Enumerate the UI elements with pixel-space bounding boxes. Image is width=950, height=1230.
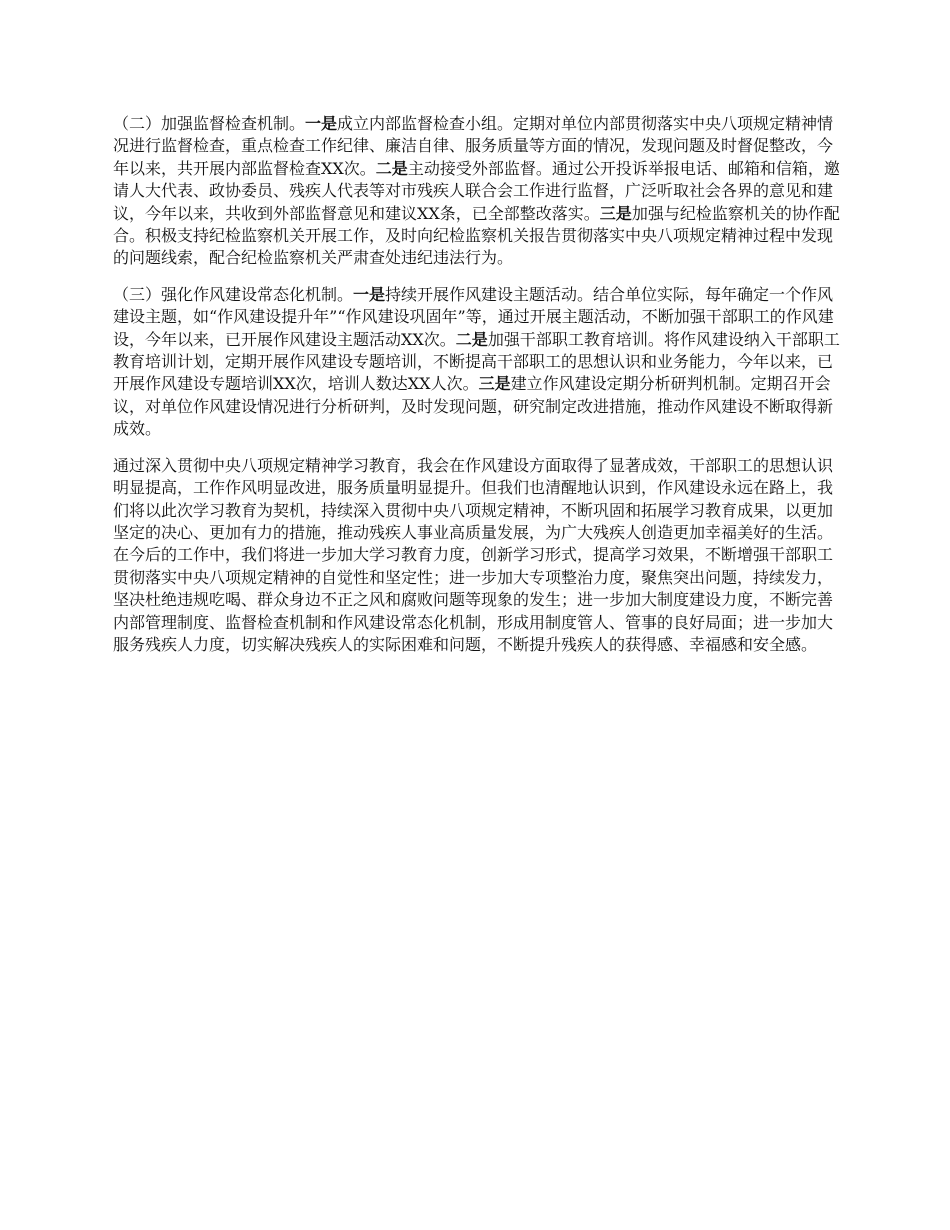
text-segment: （三）强化作风建设常态化机制。 (113, 284, 354, 304)
emphasis-text: 二是 (375, 158, 408, 178)
text-segment: （二）加强监督检查机制。 (113, 114, 306, 133)
emphasis-text: 一是 (305, 114, 338, 133)
document-page (113, 113, 845, 670)
text-segment: 主动接受外部监督。通过公开投诉举报电话、邮箱和信箱，邀请人大代表、政协委员、残疾人代表等对市残疾人联合会工作进行监督，广泛听取社会各界的意见和建议，今年以来，共收到外部监督意见和建议XX条，已全部整改落实。 (113, 158, 840, 223)
emphasis-text: 三是 (478, 374, 511, 394)
emphasis-text: 二是 (455, 329, 488, 349)
paragraph-supervision-mechanism (113, 113, 845, 270)
text-segment: 通过深入贯彻中央八项规定精神学习教育，我会在作风建设方面取得了显著成效，干部职工的思想认识明显提高，工作作风明显改进，服务质量明显提升。但我们也清醒地认识到，作风建设永远在路上，我们将以此次学习教育为契机，持续深入贯彻中央八项规定精神，不断巩固和拓展学习教育成果，以更加坚定的决心、更加有力的措施，推动残疾人事业高质量发展，为广大残疾人创造更加幸福美好的生活。在今后的工作中，我们将进一步加大学习教育力度，创新学习形式，提高学习效果，不断增强干部职工贯彻落实中央八项规定精神的自觉性和坚定性；进一步加大专项整治力度，聚焦突出问题，持续发力，坚决杜绝违规吃喝、群众身边不正之风和腐败问题等现象的发生；进一步加大制度建设力度，不断完善内部管理制度、监督检查机制和作风建设常态化机制，形成用制度管人、管事的良好局面；进一步加大服务残疾人力度，切实解决残疾人的实际困难和问题，不断提升残疾人的获得感、幸福感和安全感。 (113, 455, 834, 654)
text-segment: 成立内部监督检查小组。定期对单位内部贯彻落实中央八项规定精神情况进行监督检查，重点检查工作纪律、廉洁自律、服务质量等方面的情况，发现问题及时督促整改，今年以来，共开展内部监督检查XX次。 (113, 114, 834, 178)
text-segment: 加强干部职工教育培训。将作风建设纳入干部职工教育培训计划，定期开展作风建设专题培训，不断提高干部职工的思想认识和业务能力，今年以来，已开展作风建设专题培训XX次，培训人数达XX人次。 (113, 329, 840, 394)
paragraph-conclusion (113, 455, 845, 657)
emphasis-text: 三是 (599, 203, 632, 223)
text-segment: 建立作风建设定期分析研判机制。定期召开会议，对单位作风建设情况进行分析研判，及时发现问题，研究制定改进措施，推动作风建设不断取得新成效。 (113, 374, 834, 439)
text-segment: 加强与纪检监察机关的协作配合。积极支持纪检监察机关开展工作，及时向纪检监察机关报告贯彻落实中央八项规定精神过程中发现的问题线索，配合纪检监察机关严肃查处违纪违法行为。 (113, 203, 840, 268)
text-segment: 持续开展作风建设主题活动。结合单位实际，每年确定一个作风建设主题，如“作风建设提升年”“作风建设巩固年”等，通过开展主题活动，不断加强干部职工的作风建设，今年以来，已开展作风建设主题活动XX次。 (113, 284, 834, 349)
emphasis-text: 一是 (353, 284, 386, 304)
paragraph-work-style-mechanism (113, 284, 845, 441)
